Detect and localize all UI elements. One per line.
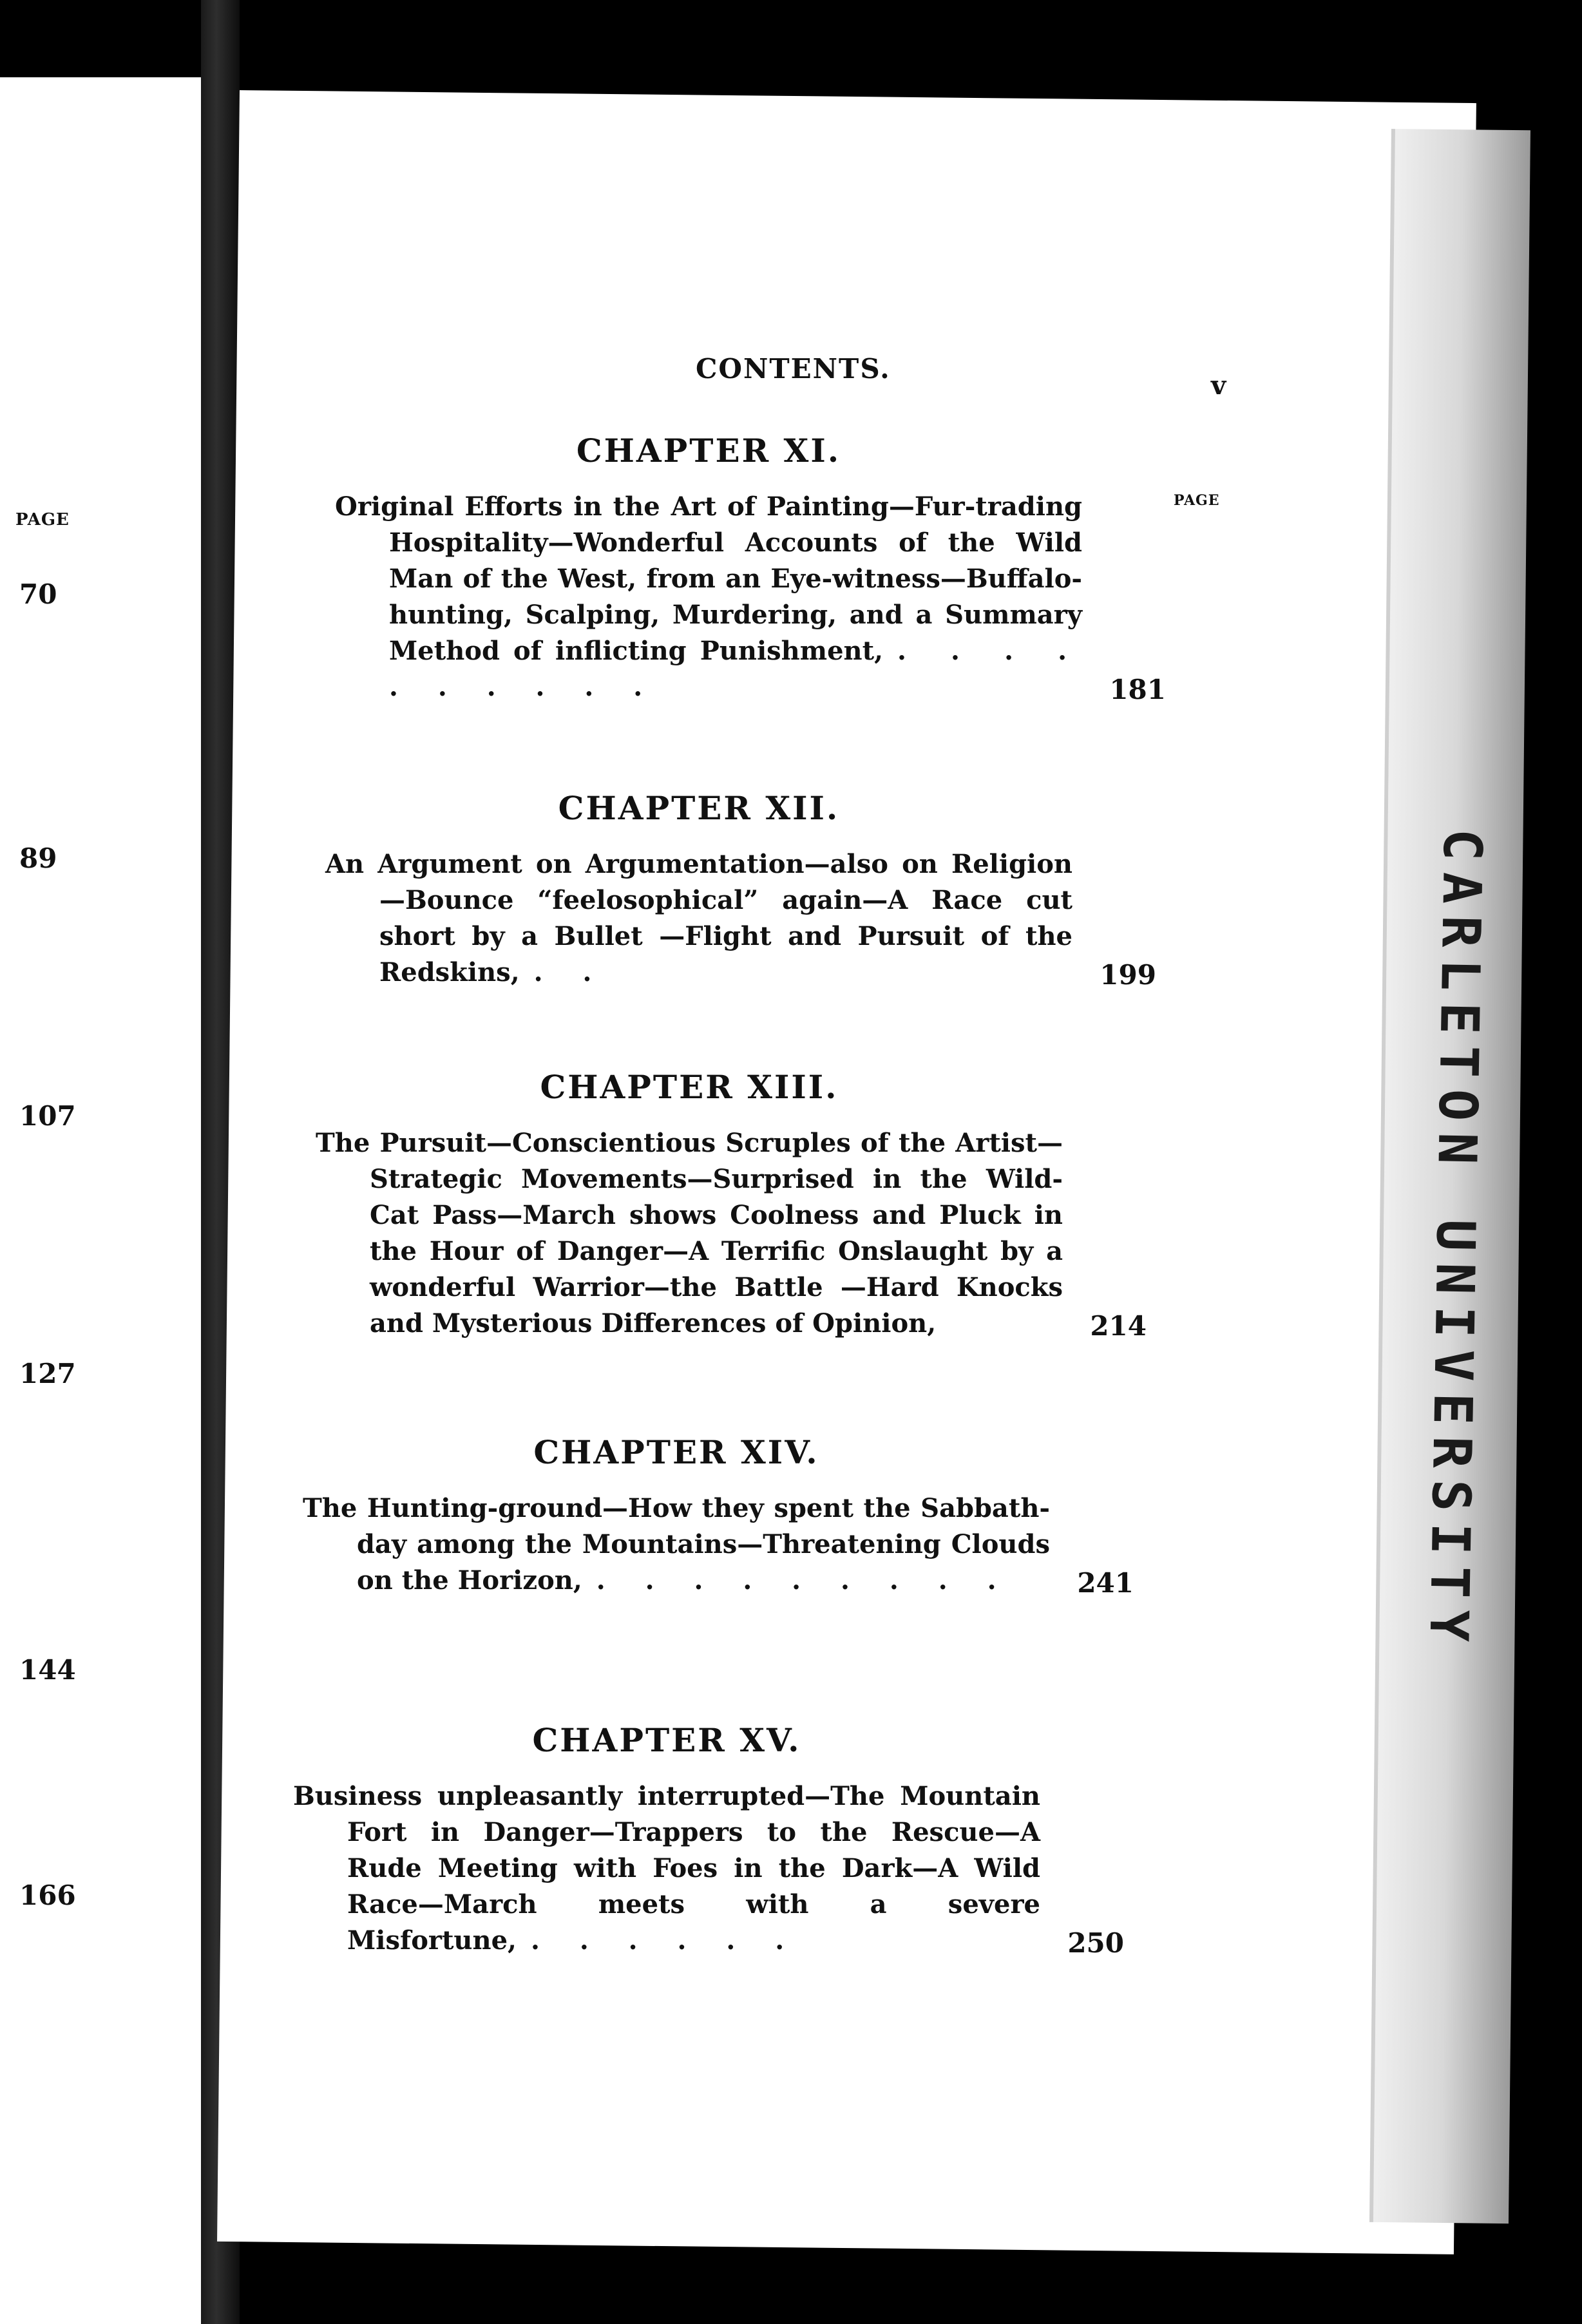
chapter-title: CHAPTER XI. — [576, 432, 841, 470]
leader-dots: . . — [533, 957, 607, 987]
chapter-page-number: 241 — [1077, 1567, 1134, 1599]
left-page-fragment — [0, 77, 201, 2324]
chapter-summary-text: Business unpleasantly interrupted—The Mountain Fort in Danger—Trappers to the Rescue—A Rude Meeting with Foes in the Dark—A Wild Race—March meets with a severe Misfortune, — [293, 1781, 1040, 1956]
chapter-summary — [325, 846, 1072, 991]
chapter-title: CHAPTER XIV. — [533, 1433, 819, 1471]
chapter-summary-text: An Argument on Argumentation—also on Religion—Bounce “feelosophical” again—A Race cut short by a Bullet —Flight and Pursuit of the Redskins, — [325, 849, 1072, 987]
chapter-title: CHAPTER XV. — [532, 1721, 801, 1759]
leader-dots: . . . . . . — [530, 1925, 800, 1956]
chapter-summary — [316, 1125, 1063, 1342]
chapter-page-number: 214 — [1090, 1310, 1147, 1342]
chapter-page-number: 199 — [1100, 959, 1156, 991]
chapter-entry — [316, 1068, 1147, 1342]
left-page-number: 70 — [19, 578, 57, 610]
left-page-column-label: PAGE — [15, 510, 70, 529]
chapter-entry — [335, 432, 1166, 705]
chapter-entry — [293, 1721, 1124, 1959]
chapter-summary-text: The Hunting-ground—How they spent the Sabbath-day among the Mountains—Threatening Clouds on the Horizon, — [303, 1493, 1050, 1595]
left-page-number: 127 — [19, 1358, 76, 1389]
leader-dots: . . . . . . . . . — [596, 1565, 1012, 1595]
page-column-label: PAGE — [1174, 492, 1220, 509]
library-stamp: CARLETON UNIVERSITY — [1417, 828, 1493, 1654]
chapter-title: CHAPTER XIII. — [540, 1068, 839, 1106]
left-page-number: 107 — [19, 1100, 76, 1132]
left-page-number: 144 — [19, 1654, 76, 1686]
chapter-entry — [325, 789, 1156, 991]
chapter-title: CHAPTER XII. — [558, 789, 840, 827]
page-folio: v — [1211, 370, 1226, 401]
chapter-summary — [293, 1778, 1040, 1959]
chapter-summary-text: The Pursuit—Conscientious Scruples of the Artist—Strategic Movements—Surprised in the Wild-Cat Pass—March shows Coolness and Pluck in the Hour of Danger—A Terrific Onslaught by a wonderful Warrior—the Battle —Hard Knocks and Mysterious Differences of Opinion, — [316, 1128, 1063, 1338]
chapter-summary — [335, 489, 1082, 705]
left-page-number: 89 — [19, 843, 57, 874]
chapter-page-number: 181 — [1109, 674, 1166, 705]
chapter-entry — [303, 1433, 1134, 1599]
chapter-summary-text: Original Efforts in the Art of Painting—Fur-trading Hospitality—Wonderful Accounts of the Wild Man of the West, from an Eye-witness—Buffalo-hunting, Scalping, Murdering, and a Summary Method of inflicting Punishment, — [335, 491, 1082, 666]
chapter-summary — [303, 1491, 1050, 1599]
page-header-title: CONTENTS. — [696, 353, 891, 385]
chapter-page-number: 250 — [1067, 1927, 1124, 1959]
left-page-number: 166 — [19, 1880, 76, 1911]
leader-dots: . . . . . . . . . . — [389, 636, 1083, 702]
